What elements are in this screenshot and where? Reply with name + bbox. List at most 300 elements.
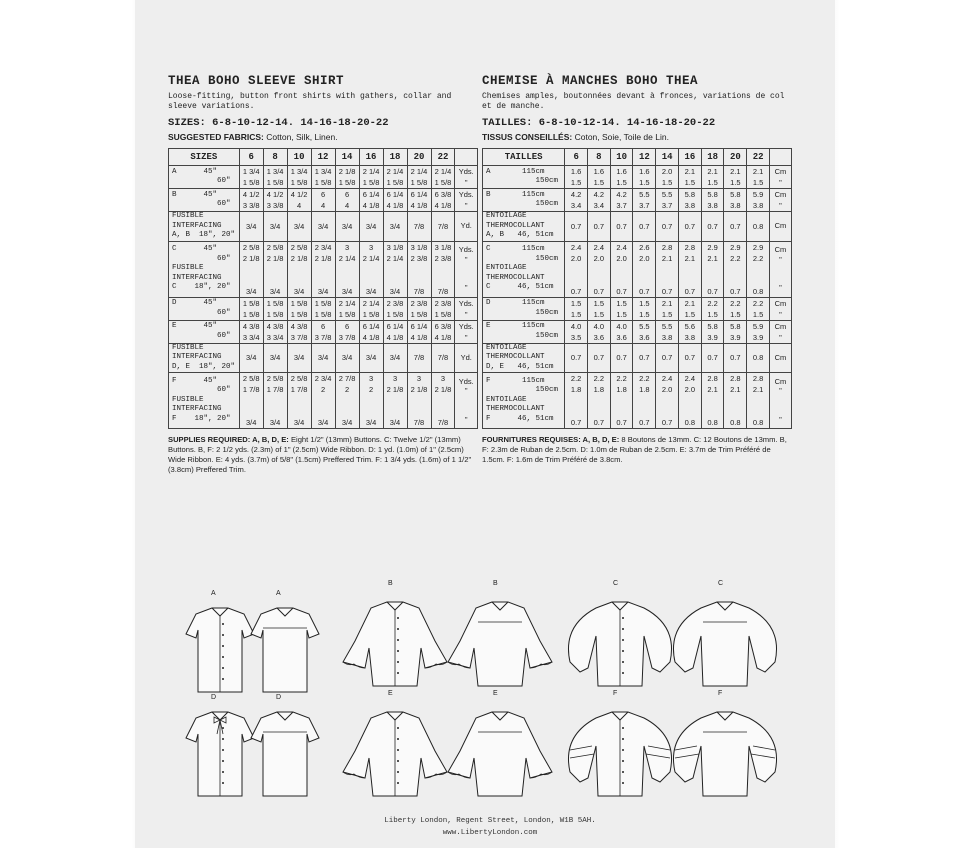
unit-value: Cm bbox=[774, 245, 787, 255]
cell-value: 1.8 bbox=[593, 385, 605, 394]
table-cell bbox=[239, 212, 263, 242]
cell-value: 4.2 bbox=[593, 190, 605, 199]
cell-value: 4 3/8 bbox=[266, 321, 284, 331]
table-row bbox=[169, 189, 478, 212]
size-header: 22 bbox=[431, 149, 455, 166]
table-cell bbox=[383, 320, 407, 343]
row-label-line: D 45" bbox=[172, 299, 218, 307]
cell-value bbox=[656, 264, 678, 275]
table-cell bbox=[407, 212, 431, 242]
unit-cell bbox=[455, 166, 478, 189]
table-cell bbox=[239, 343, 263, 373]
cell-value: 3/4 bbox=[293, 418, 305, 427]
cell-value: 2 1/8 bbox=[386, 385, 404, 394]
cell-value bbox=[312, 406, 335, 417]
button-dot bbox=[397, 771, 399, 773]
header-row bbox=[483, 149, 792, 166]
shirt-outline bbox=[673, 712, 776, 796]
cell-value: 2 1/4 bbox=[386, 167, 404, 176]
table-cell bbox=[431, 373, 455, 429]
cell-value: 0.7 bbox=[684, 286, 696, 296]
cell-value: 1.5 bbox=[661, 178, 673, 187]
cell-value bbox=[611, 264, 633, 275]
view-illustration bbox=[250, 590, 320, 696]
cell-value: 1.5 bbox=[593, 178, 605, 187]
row-label-line: F 46, 51cm bbox=[486, 414, 554, 423]
table-cell bbox=[359, 343, 383, 373]
row-label bbox=[169, 343, 240, 373]
row-label-line: C 46, 51cm bbox=[486, 283, 554, 292]
cell-value: 4 1/8 bbox=[434, 332, 452, 342]
unit-value bbox=[455, 274, 477, 284]
cell-value: 0.7 bbox=[661, 418, 673, 427]
unit-value: Yds. bbox=[458, 245, 474, 255]
cell-value bbox=[408, 395, 431, 406]
cell-value: 0.7 bbox=[570, 286, 582, 296]
cell-value bbox=[432, 395, 455, 406]
cell-value: 0.7 bbox=[593, 286, 605, 296]
cell-value: 2.1 bbox=[707, 385, 718, 394]
table-row bbox=[169, 212, 478, 242]
unit-value: " bbox=[779, 309, 782, 319]
cell-value: 6 bbox=[344, 321, 350, 331]
table-cell bbox=[678, 241, 701, 297]
cell-value bbox=[288, 275, 311, 286]
cell-value: 4 1/8 bbox=[362, 332, 380, 342]
unit-value: Yds. bbox=[458, 167, 474, 176]
cell-value: 2.0 bbox=[639, 253, 650, 263]
cell-value: 3/4 bbox=[245, 418, 257, 427]
unit-value: Yds. bbox=[458, 376, 474, 386]
unit-value: Cm bbox=[774, 167, 787, 176]
row-label-line: F 18", 20" bbox=[172, 414, 231, 423]
cell-value: 2 1/4 bbox=[362, 253, 380, 263]
cell-value: 0.7 bbox=[570, 221, 582, 231]
cell-value: 2.6 bbox=[639, 242, 650, 252]
cell-value: 2.8 bbox=[752, 374, 764, 383]
cell-value: 1.5 bbox=[639, 309, 650, 319]
table-cell bbox=[359, 189, 383, 212]
size-header: 10 bbox=[287, 149, 311, 166]
cell-value bbox=[432, 406, 455, 417]
unit-cell bbox=[455, 320, 478, 343]
cell-value: 1 5/8 bbox=[314, 309, 332, 319]
cell-value: 2.1 bbox=[707, 253, 718, 263]
row-label-line: THERMOCOLLANT bbox=[486, 221, 545, 230]
row-label-line: C 18", 20" bbox=[172, 283, 231, 292]
table-cell bbox=[431, 320, 455, 343]
unit-value: Cm bbox=[774, 376, 787, 386]
cell-value: 2 5/8 bbox=[242, 374, 260, 383]
cell-value: 3.7 bbox=[639, 201, 650, 210]
cell-value bbox=[384, 406, 407, 417]
row-label-line: C 115cm bbox=[486, 245, 545, 254]
cell-value: 3/4 bbox=[317, 353, 329, 362]
cell-value: 0.7 bbox=[570, 418, 582, 427]
shirt-sketch bbox=[445, 706, 555, 806]
cell-value: 3/4 bbox=[341, 221, 353, 231]
table-cell bbox=[287, 343, 311, 373]
unit-value bbox=[455, 405, 477, 415]
table-cell bbox=[747, 343, 770, 373]
cell-value: 2.8 bbox=[707, 374, 718, 383]
cell-value: 2.1 bbox=[752, 385, 764, 394]
table-cell bbox=[383, 241, 407, 297]
cell-value: 3/4 bbox=[269, 418, 281, 427]
cell-value: 3/4 bbox=[245, 221, 257, 231]
row-label-line: A 115cm bbox=[486, 167, 545, 176]
cell-value: 1 5/8 bbox=[290, 178, 308, 187]
unit-value: Yds. bbox=[458, 190, 474, 199]
row-label bbox=[169, 212, 240, 242]
cell-value: 5.9 bbox=[752, 321, 764, 331]
table-cell bbox=[701, 343, 724, 373]
cell-value: 1 5/8 bbox=[266, 178, 284, 187]
cell-value: 2 3/8 bbox=[386, 298, 404, 308]
cell-value: 3/4 bbox=[365, 221, 377, 231]
button-dot bbox=[222, 656, 224, 658]
row-label-line: FUSIBLE bbox=[172, 264, 204, 273]
cell-value bbox=[360, 264, 383, 275]
size-header bbox=[769, 149, 791, 166]
table-cell bbox=[383, 343, 407, 373]
row-label-line: ENTOILAGE bbox=[486, 395, 527, 404]
cell-value: 2 1/8 bbox=[290, 253, 308, 263]
cell-value: 0.7 bbox=[661, 286, 673, 296]
cell-value: 4 3/8 bbox=[290, 321, 308, 331]
cell-value bbox=[432, 275, 455, 286]
cell-value: 3.8 bbox=[730, 201, 741, 210]
table-cell bbox=[610, 212, 633, 242]
cell-value: 2.2 bbox=[752, 298, 764, 308]
pattern-description: Loose-fitting, button front shirts with gathers, collar and sleeve variations. bbox=[168, 92, 452, 111]
cell-value: 1.5 bbox=[730, 178, 741, 187]
cell-value: 1.5 bbox=[570, 309, 582, 319]
view-illustration bbox=[185, 694, 255, 800]
cell-value: 0.7 bbox=[684, 353, 696, 362]
cell-value: 0.7 bbox=[684, 221, 696, 231]
cell-value: 2.4 bbox=[684, 374, 696, 383]
french-column bbox=[482, 74, 792, 465]
english-column bbox=[168, 74, 478, 475]
button-dot bbox=[622, 782, 624, 784]
table-cell bbox=[263, 212, 287, 242]
row-label-line: 60" bbox=[172, 177, 231, 185]
table-cell bbox=[565, 320, 588, 343]
cell-value: 6 bbox=[320, 321, 326, 331]
unit-value: " bbox=[464, 254, 468, 264]
button-dot bbox=[222, 782, 224, 784]
unit-value: " bbox=[464, 386, 468, 396]
unit-value: " bbox=[779, 201, 782, 210]
cell-value: 6 1/4 bbox=[362, 321, 380, 331]
cell-value: 1 5/8 bbox=[434, 309, 452, 319]
row-label-line: INTERFACING bbox=[172, 221, 222, 230]
button-dot bbox=[622, 727, 624, 729]
cell-value: 2.9 bbox=[730, 242, 741, 252]
view-letter: B bbox=[388, 580, 393, 587]
row-label-line: THERMOCOLLANT bbox=[486, 273, 545, 282]
table-cell bbox=[588, 189, 611, 212]
cell-value: 7/8 bbox=[413, 286, 425, 296]
row-label-line: THERMOCOLLANT bbox=[486, 353, 545, 361]
cell-value: 1 5/8 bbox=[362, 309, 380, 319]
button-dot bbox=[622, 672, 624, 674]
view-letter: C bbox=[613, 580, 619, 587]
row-label bbox=[169, 241, 240, 297]
cell-value: 7/8 bbox=[413, 418, 425, 427]
cell-value bbox=[679, 264, 701, 275]
cell-value: 0.8 bbox=[752, 418, 764, 427]
cell-value: 3.6 bbox=[639, 332, 650, 342]
cell-value bbox=[702, 395, 724, 406]
row-label bbox=[483, 212, 565, 242]
row-label-line: INTERFACING bbox=[172, 405, 222, 414]
view-letter: A bbox=[211, 590, 216, 597]
shirt-outline bbox=[251, 712, 319, 796]
view-illustration bbox=[565, 580, 675, 690]
unit-cell bbox=[455, 373, 478, 429]
cell-value: 2 1/8 bbox=[410, 385, 428, 394]
cell-value: 2 bbox=[344, 385, 350, 394]
table-cell bbox=[359, 320, 383, 343]
table-row bbox=[483, 241, 792, 297]
unit-cell bbox=[455, 343, 478, 373]
unit-value: " bbox=[464, 332, 468, 342]
button-dot bbox=[222, 738, 224, 740]
unit-cell bbox=[455, 241, 478, 297]
cell-value: 3 bbox=[344, 242, 350, 252]
button-dot bbox=[397, 661, 399, 663]
row-label bbox=[483, 189, 565, 212]
cell-value: 3/4 bbox=[341, 418, 353, 427]
cell-value: 1.5 bbox=[707, 309, 718, 319]
cell-value: 2.2 bbox=[639, 374, 650, 383]
cell-value: 4 bbox=[344, 201, 350, 210]
size-header: 10 bbox=[610, 149, 633, 166]
table-cell bbox=[431, 189, 455, 212]
cell-value: 4.2 bbox=[570, 190, 582, 199]
cell-value bbox=[747, 275, 769, 286]
cell-value: 4 bbox=[297, 201, 302, 210]
view-letter: E bbox=[388, 690, 393, 697]
cell-value: 0.7 bbox=[616, 418, 627, 427]
unit-value: " bbox=[464, 283, 468, 293]
cell-value: 6 1/4 bbox=[410, 190, 428, 199]
shirt-sketch bbox=[185, 602, 255, 702]
unit-value: " bbox=[779, 414, 782, 424]
pattern-title: THEA BOHO SLEEVE SHIRT bbox=[168, 74, 345, 88]
row-label-line: F 45" bbox=[172, 376, 218, 385]
cell-value: 5.6 bbox=[684, 321, 696, 331]
cell-value: 5.8 bbox=[707, 321, 718, 331]
cell-value: 3.9 bbox=[707, 332, 718, 342]
size-header-label: SIZES bbox=[169, 149, 240, 166]
cell-value: 3.8 bbox=[661, 332, 673, 342]
button-dot bbox=[222, 667, 224, 669]
cell-value: 1.6 bbox=[639, 167, 650, 176]
table-cell bbox=[431, 212, 455, 242]
view-illustration bbox=[340, 580, 450, 690]
row-label bbox=[483, 297, 565, 320]
cell-value: 5.8 bbox=[730, 321, 741, 331]
cell-value: 3.8 bbox=[752, 201, 764, 210]
table-cell bbox=[633, 212, 656, 242]
table-cell bbox=[633, 166, 656, 189]
cell-value bbox=[264, 406, 287, 417]
cell-value: 3.7 bbox=[661, 201, 673, 210]
cell-value: 6 1/4 bbox=[362, 190, 380, 199]
cell-value bbox=[679, 395, 701, 406]
cell-value: 1 5/8 bbox=[266, 309, 284, 319]
table-cell bbox=[656, 297, 679, 320]
table-cell bbox=[633, 343, 656, 373]
cell-value: 1.5 bbox=[570, 178, 582, 187]
cell-value: 2 3/8 bbox=[410, 298, 428, 308]
cell-value: 3 1/8 bbox=[434, 242, 452, 252]
cell-value bbox=[565, 406, 587, 417]
cell-value bbox=[240, 275, 263, 286]
shirt-outline bbox=[251, 608, 319, 692]
cell-value: 3 bbox=[440, 374, 446, 383]
table-cell bbox=[239, 189, 263, 212]
table-cell bbox=[565, 189, 588, 212]
cell-value: 3 3/4 bbox=[242, 332, 260, 342]
cell-value: 0.8 bbox=[752, 286, 764, 296]
cell-value: 1.6 bbox=[616, 167, 627, 176]
cell-value: 2.8 bbox=[684, 242, 696, 252]
cell-value: 3.7 bbox=[616, 201, 627, 210]
table-cell bbox=[747, 189, 770, 212]
table-cell bbox=[431, 297, 455, 320]
cell-value: 1.5 bbox=[684, 309, 696, 319]
cell-value bbox=[312, 264, 335, 275]
size-header bbox=[455, 149, 478, 166]
unit-value: Cm bbox=[774, 221, 787, 230]
cell-value bbox=[336, 264, 359, 275]
size-header: 18 bbox=[383, 149, 407, 166]
table-cell bbox=[633, 373, 656, 429]
cell-value bbox=[588, 264, 610, 275]
cell-value bbox=[747, 406, 769, 417]
table-cell bbox=[588, 343, 611, 373]
cell-value: 3/4 bbox=[341, 286, 353, 296]
cell-value: 3/4 bbox=[293, 353, 305, 362]
table-cell bbox=[287, 373, 311, 429]
cell-value: 0.7 bbox=[593, 418, 605, 427]
cell-value: 2.2 bbox=[730, 253, 741, 263]
view-illustration bbox=[250, 694, 320, 800]
size-header: 12 bbox=[633, 149, 656, 166]
cell-value bbox=[633, 264, 655, 275]
cell-value bbox=[702, 264, 724, 275]
table-cell bbox=[588, 297, 611, 320]
cell-value: 3 3/8 bbox=[242, 201, 260, 210]
table-row bbox=[169, 320, 478, 343]
unit-value: Yd. bbox=[460, 221, 472, 230]
table-cell bbox=[335, 189, 359, 212]
row-label bbox=[169, 166, 240, 189]
cell-value bbox=[724, 395, 746, 406]
table-cell bbox=[701, 373, 724, 429]
cell-value: 3 3/4 bbox=[266, 332, 284, 342]
table-cell bbox=[678, 373, 701, 429]
size-header: 14 bbox=[335, 149, 359, 166]
cell-value: 6 bbox=[344, 190, 350, 199]
cell-value bbox=[611, 406, 633, 417]
button-dot bbox=[622, 661, 624, 663]
header-row bbox=[169, 149, 478, 166]
cell-value bbox=[384, 275, 407, 286]
unit-value: " bbox=[779, 386, 782, 396]
table-cell bbox=[359, 166, 383, 189]
table-cell bbox=[263, 373, 287, 429]
cell-value bbox=[432, 264, 455, 275]
table-row bbox=[483, 320, 792, 343]
cell-value: 1 3/4 bbox=[314, 167, 332, 176]
shirt-sketch bbox=[250, 602, 320, 702]
unit-cell bbox=[455, 297, 478, 320]
cell-value: 2 bbox=[320, 385, 326, 394]
cell-value: 3/4 bbox=[365, 418, 377, 427]
cell-value: 2.0 bbox=[616, 253, 627, 263]
cell-value: 0.7 bbox=[616, 353, 627, 362]
row-label-line: FUSIBLE bbox=[172, 395, 204, 404]
cell-value: 4 bbox=[320, 201, 326, 210]
cell-value bbox=[360, 395, 383, 406]
table-cell bbox=[407, 189, 431, 212]
table-cell bbox=[656, 166, 679, 189]
cell-value bbox=[702, 406, 724, 417]
cell-value bbox=[336, 395, 359, 406]
view-illustration bbox=[670, 580, 780, 690]
cell-value: 0.8 bbox=[752, 353, 764, 362]
row-label-line: 150cm bbox=[486, 200, 559, 208]
cell-value: 7/8 bbox=[413, 221, 425, 231]
cell-value bbox=[747, 264, 769, 275]
cell-value: 3/4 bbox=[269, 286, 281, 296]
unit-value: Cm bbox=[774, 298, 787, 308]
unit-value: " bbox=[779, 178, 782, 187]
fabrics-line-fr bbox=[482, 132, 792, 142]
unit-cell bbox=[455, 212, 478, 242]
table-cell bbox=[724, 343, 747, 373]
table-cell bbox=[335, 241, 359, 297]
shirt-sketch bbox=[340, 596, 450, 696]
size-header: 8 bbox=[263, 149, 287, 166]
unit-value bbox=[455, 264, 477, 274]
cell-value: 6 1/4 bbox=[410, 321, 428, 331]
size-header-label: TAILLES bbox=[483, 149, 565, 166]
unit-value: " bbox=[464, 414, 468, 424]
unit-value: " bbox=[779, 254, 782, 264]
button-dot bbox=[622, 771, 624, 773]
cell-value: 2 3/4 bbox=[314, 374, 332, 383]
table-cell bbox=[565, 373, 588, 429]
cell-value bbox=[240, 264, 263, 275]
view-illustration bbox=[565, 690, 675, 800]
table-cell bbox=[724, 320, 747, 343]
cell-value: 0.7 bbox=[616, 286, 627, 296]
unit-value: Cm bbox=[774, 352, 787, 362]
table-cell bbox=[383, 212, 407, 242]
cell-value: 2.1 bbox=[684, 167, 696, 176]
table-cell bbox=[263, 189, 287, 212]
table-cell bbox=[724, 189, 747, 212]
cell-value bbox=[360, 275, 383, 286]
fabrics-label: SUGGESTED FABRICS: bbox=[168, 132, 264, 142]
cell-value: 1 5/8 bbox=[290, 298, 308, 308]
